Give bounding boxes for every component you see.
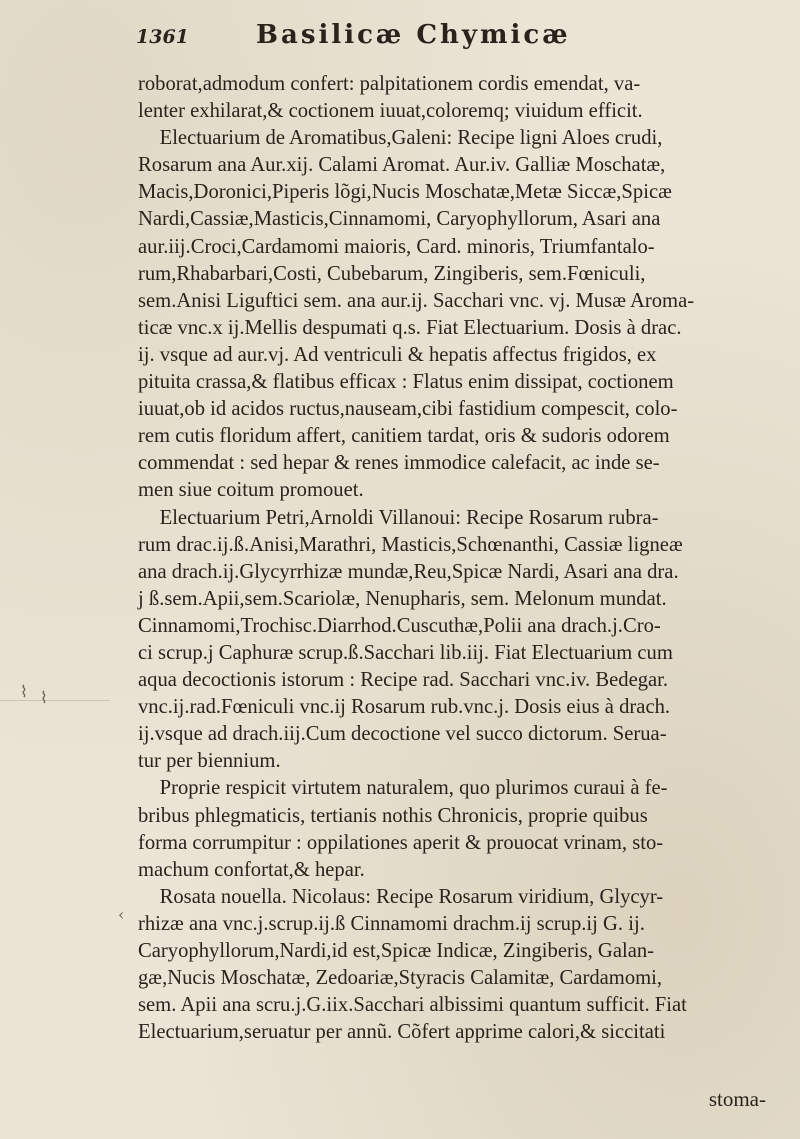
text-line: sem.Anisi Liguftici sem. ana aur.ij. Sacchari vnc. vj. Musæ Aroma- (138, 287, 695, 312)
margin-shadow (0, 700, 110, 701)
text-line: Rosarum ana Aur.xij. Calami Aromat. Aur.iv. Galliæ Moschatæ, (138, 152, 666, 177)
body-text (138, 70, 798, 1045)
text-line: lenter exhilarat,& coctionem iuuat,coloremq; viuidum efficit. (138, 98, 643, 123)
text-line: rem cutis floridum affert, canitiem tardat, oris & sudoris odorem (138, 423, 670, 448)
text-line: forma corrumpitur : oppilationes aperit & prouocat vrinam, sto- (138, 829, 664, 854)
text-line: Electuarium,seruatur per annũ. Cõfert apprime calori,& siccitati (138, 1019, 666, 1044)
text-line: rhizæ ana vnc.j.scrup.ij.ß Cinnamomi drachm.ij scrup.ij G. ij. (138, 910, 645, 935)
text-line: Rosata nouella. Nicolaus: Recipe Rosarum viridium, Glycyr- (159, 883, 664, 908)
text-line: tur per biennium. (138, 748, 281, 773)
text-line: Nardi,Cassiæ,Masticis,Cinnamomi, Caryophyllorum, Asari ana (138, 206, 661, 231)
text-line: commendat : sed hepar & renes immodice calefacit, ac inde se- (138, 450, 660, 475)
text-line: ana drach.ij.Glycyrrhizæ mundæ,Reu,Spicæ Nardi, Asari ana dra. (138, 558, 679, 583)
text-line: Macis,Doronici,Piperis lõgi,Nucis Moschatæ,Metæ Siccæ,Spicæ (138, 179, 672, 204)
text-line: ci scrup.j Caphuræ scrup.ß.Sacchari lib.iij. Fiat Electuarium cum (138, 639, 673, 664)
catchword: stoma- (708, 1087, 766, 1111)
margin-mark: ⌇ (40, 688, 48, 707)
text-line: Cinnamomi,Trochisc.Diarrhod.Cuscuthæ,Polii ana drach.j.Cro- (138, 612, 661, 637)
page-header (136, 14, 776, 54)
text-line: ij.vsque ad drach.iij.Cum decoctione vel succo dictorum. Serua- (138, 721, 667, 746)
text-line: ticæ vnc.x ij.Mellis despumati q.s. Fiat Electuarium. Dosis à drac. (138, 314, 682, 339)
text-line: gæ,Nucis Moschatæ, Zedoariæ,Styracis Calamitæ, Cardamomi, (138, 965, 663, 990)
page-number: 1361 (136, 26, 189, 48)
text-line: Proprie respicit virtutem naturalem, quo plurimos curaui à fe- (159, 775, 668, 800)
text-line: sem. Apii ana scru.j.G.iix.Sacchari albissimi quantum sufficit. Fiat (138, 992, 687, 1017)
margin-mark: ⌇ (20, 682, 28, 701)
text-line: rum drac.ij.ß.Anisi,Marathri, Masticis,Schœnanthi, Cassiæ ligneæ (138, 531, 683, 556)
text-line: aqua decoctionis istorum : Recipe rad. Sacchari vnc.iv. Bedegar. (138, 667, 669, 692)
text-line: Caryophyllorum,Nardi,id est,Spicæ Indicæ, Zingiberis, Galan- (138, 938, 655, 962)
text-line: aur.iij.Croci,Cardamomi maioris, Card. minoris, Triumfantalo- (138, 233, 655, 258)
text-line: vnc.ij.rad.Fœniculi vnc.ij Rosarum rub.vnc.j. Dosis eius à drach. (138, 694, 671, 719)
text-line: machum confortat,& hepar. (138, 856, 365, 881)
text-line: j ß.sem.Apii,sem.Scariolæ, Nenupharis, sem. Melonum mundat. (138, 585, 667, 610)
margin-mark: ‹ (118, 905, 125, 924)
text-line: roborat,admodum confert: palpitationem cordis emendat, va- (138, 71, 641, 95)
text-line: Electuarium Petri,Arnoldi Villanoui: Recipe Rosarum rubra- (159, 504, 659, 529)
running-head: Basilicæ Chymicæ (256, 20, 571, 50)
text-line: iuuat,ob id acidos ructus,nauseam,cibi fastidium compescit, colo- (138, 396, 678, 421)
text-line: ij. vsque ad aur.vj. Ad ventriculi & hepatis affectus frigidos, ex (138, 341, 657, 366)
text-line: men siue coitum promouet. (138, 477, 364, 502)
text-line: Electuarium de Aromatibus,Galeni: Recipe ligni Aloes crudi, (159, 125, 663, 150)
text-line: rum,Rhabarbari,Costi, Cubebarum, Zingiberis, sem.Fœniculi, (138, 260, 646, 285)
text-line: pituita crassa,& flatibus efficax : Flatus enim dissipat, coctionem (138, 369, 674, 394)
text-line: bribus phlegmaticis, tertianis nothis Chronicis, proprie quibus (138, 802, 648, 827)
